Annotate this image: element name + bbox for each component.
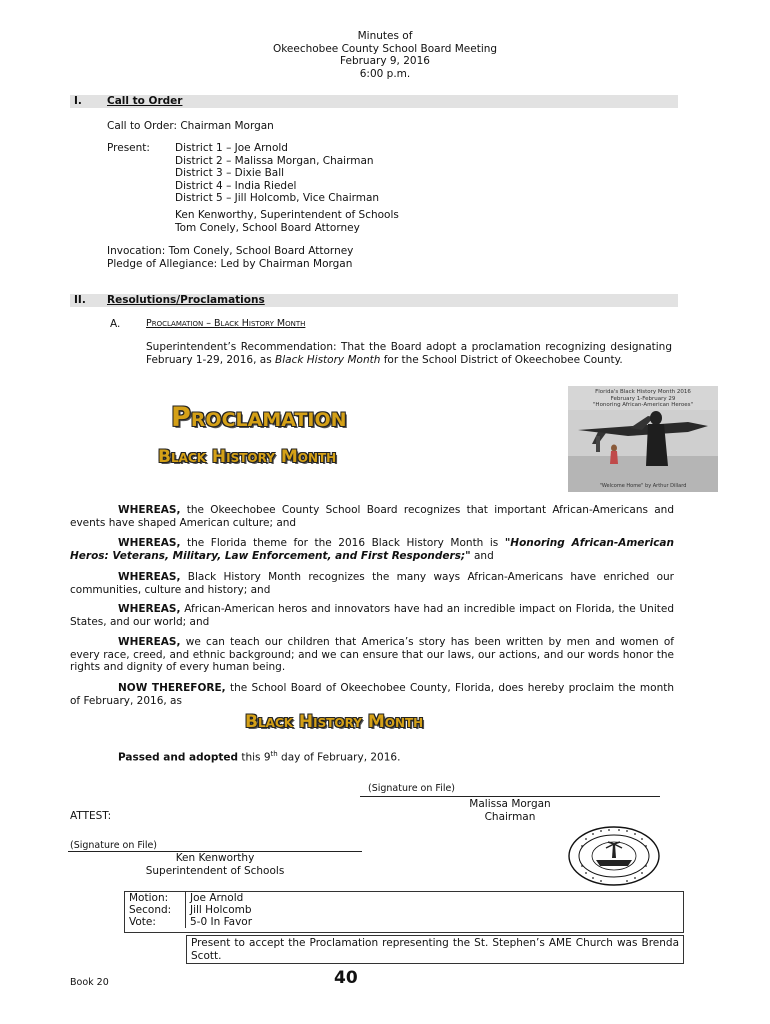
section-heading-call-to-order bbox=[70, 95, 678, 108]
whereas-lead: WHEREAS, bbox=[118, 504, 181, 516]
now-therefore-paragraph bbox=[70, 682, 674, 707]
whereas-paragraph bbox=[70, 537, 674, 562]
staff-member: Ken Kenworthy, Superintendent of Schools bbox=[175, 209, 399, 221]
whereas-text-end: and bbox=[470, 549, 494, 562]
vote-label: Vote: bbox=[125, 916, 186, 928]
passed-adopted-text: this 9 bbox=[238, 751, 271, 764]
whereas-text: Black History Month recognizes the many ways African-Americans have enriched our communities, culture and history; and bbox=[70, 571, 674, 596]
poster-caption-line: Florida's Black History Month 2016 bbox=[595, 389, 691, 395]
whereas-lead: WHEREAS, bbox=[118, 603, 181, 615]
seal-graphic bbox=[568, 826, 660, 886]
header-line: Minutes of bbox=[357, 30, 413, 42]
table-row bbox=[125, 916, 256, 928]
poster-caption bbox=[568, 389, 718, 409]
ordinal-suffix: th bbox=[270, 750, 278, 758]
present-member: District 4 – India Riedel bbox=[175, 179, 297, 192]
black-history-month-poster bbox=[568, 386, 718, 492]
header-line: February 9, 2016 bbox=[340, 55, 430, 67]
whereas-text: African-American heros and innovators have had an incredible impact on Florida, the United States, and our world; and bbox=[70, 603, 674, 628]
now-therefore-text: the School Board of Okeechobee County, Florida, does hereby proclaim the month of February, 2016, as bbox=[70, 682, 674, 707]
section-number: II. bbox=[74, 294, 86, 306]
whereas-paragraph bbox=[70, 636, 674, 674]
invocation-line: Invocation: Tom Conely, School Board Attorney bbox=[107, 245, 354, 257]
item-title: Proclamation – Black History Month bbox=[146, 318, 306, 329]
proclamation-subtitle: Black History Month bbox=[158, 447, 337, 467]
document-header bbox=[0, 30, 770, 80]
present-member: District 1 – Joe Arnold bbox=[175, 142, 288, 154]
superintendent-recommendation bbox=[146, 341, 672, 366]
section-heading-resolutions bbox=[70, 294, 678, 307]
motion-value: Joe Arnold bbox=[190, 892, 244, 904]
whereas-lead: WHEREAS, bbox=[118, 636, 181, 648]
header-line: 6:00 p.m. bbox=[359, 67, 411, 80]
passed-adopted-line bbox=[118, 748, 400, 764]
second-label: Second: bbox=[125, 904, 186, 916]
whereas-lead: WHEREAS, bbox=[118, 571, 181, 583]
second-value: Jill Holcomb bbox=[190, 904, 252, 916]
whereas-paragraph bbox=[70, 571, 674, 596]
whereas-text: we can teach our children that America’s story has been written by men and women of every race, creed, and ethnic background; and we can ensure that our laws, our actions, and our words honor the rights and dignity of every human being. bbox=[70, 636, 674, 673]
present-label: Present: bbox=[107, 142, 150, 154]
book-number: Book 20 bbox=[70, 977, 109, 988]
proclamation-title: Proclamation bbox=[171, 402, 347, 433]
pledge-line: Pledge of Allegiance: Led by Chairman Morgan bbox=[107, 258, 353, 270]
staff-member: Tom Conely, School Board Attorney bbox=[175, 221, 360, 234]
whereas-lead: WHEREAS, bbox=[118, 537, 181, 549]
poster-footer: "Welcome Home" by Arthur Dillard bbox=[599, 483, 687, 489]
school-board-seal bbox=[568, 826, 660, 886]
section-title: Call to Order bbox=[107, 95, 183, 107]
chair-signature-note: (Signature on File) bbox=[368, 783, 456, 794]
chair-signature-block bbox=[360, 798, 660, 823]
whereas-text: the Florida theme for the 2016 Black History Month is bbox=[180, 537, 505, 549]
call-to-order-line: Call to Order: Chairman Morgan bbox=[107, 120, 274, 132]
superintendent-signature-note: (Signature on File) bbox=[70, 840, 158, 851]
section-number: I. bbox=[74, 95, 82, 107]
presentation-note: Present to accept the Proclamation representing the St. Stephen’s AME Church was Brenda Scott. bbox=[186, 935, 684, 964]
passed-adopted-text-end: day of February, 2016. bbox=[277, 751, 401, 764]
attest-label: ATTEST: bbox=[70, 810, 112, 822]
superintendent-name: Ken Kenworthy bbox=[175, 852, 255, 864]
chair-signature-line bbox=[360, 796, 660, 797]
recommendation-text: Superintendent’s Recommendation: That the Board adopt a proclamation recognizing designating February 1-29, 2016, as bbox=[146, 341, 672, 366]
poster-caption-line: February 1-February 29 bbox=[610, 395, 676, 402]
page-number: 40 bbox=[334, 968, 358, 988]
section-title: Resolutions/Proclamations bbox=[107, 294, 265, 306]
theme-text: "Honoring African-American Heros: Veterans, Military, Law Enforcement, and First Responders;" bbox=[70, 537, 674, 562]
header-line: Okeechobee County School Board Meeting bbox=[272, 42, 498, 55]
chair-name: Malissa Morgan bbox=[469, 798, 551, 810]
recommendation-italic: Black History Month bbox=[275, 353, 381, 366]
chair-title: Chairman bbox=[484, 810, 536, 823]
superintendent-title: Superintendent of Schools bbox=[145, 864, 285, 877]
black-history-month-banner: Black History Month bbox=[245, 712, 424, 732]
whereas-text: the Okeechobee County School Board recognizes that important African-Americans and events have shaped American culture; and bbox=[70, 504, 674, 529]
present-member: District 3 – Dixie Ball bbox=[175, 167, 285, 179]
vote-table bbox=[125, 892, 256, 928]
table-row bbox=[125, 892, 256, 904]
motion-label: Motion: bbox=[125, 892, 186, 904]
present-list bbox=[175, 142, 379, 205]
whereas-paragraph bbox=[70, 504, 674, 529]
present-member: District 2 – Malissa Morgan, Chairman bbox=[175, 154, 374, 167]
vote-value: 5-0 In Favor bbox=[190, 916, 253, 928]
table-row bbox=[125, 904, 256, 916]
poster-caption-line: "Honoring African-American Heroes" bbox=[592, 402, 694, 408]
superintendent-signature-block bbox=[68, 852, 362, 877]
recommendation-text-end: for the School District of Okeechobee County. bbox=[380, 353, 623, 366]
whereas-paragraph bbox=[70, 603, 674, 628]
vote-box bbox=[124, 891, 684, 933]
present-member: District 5 – Jill Holcomb, Vice Chairman bbox=[175, 192, 380, 204]
staff-list bbox=[175, 209, 399, 234]
passed-adopted-lead: Passed and adopted bbox=[118, 751, 239, 764]
item-letter: A. bbox=[110, 318, 121, 330]
now-therefore-lead: NOW THEREFORE, bbox=[118, 682, 226, 694]
